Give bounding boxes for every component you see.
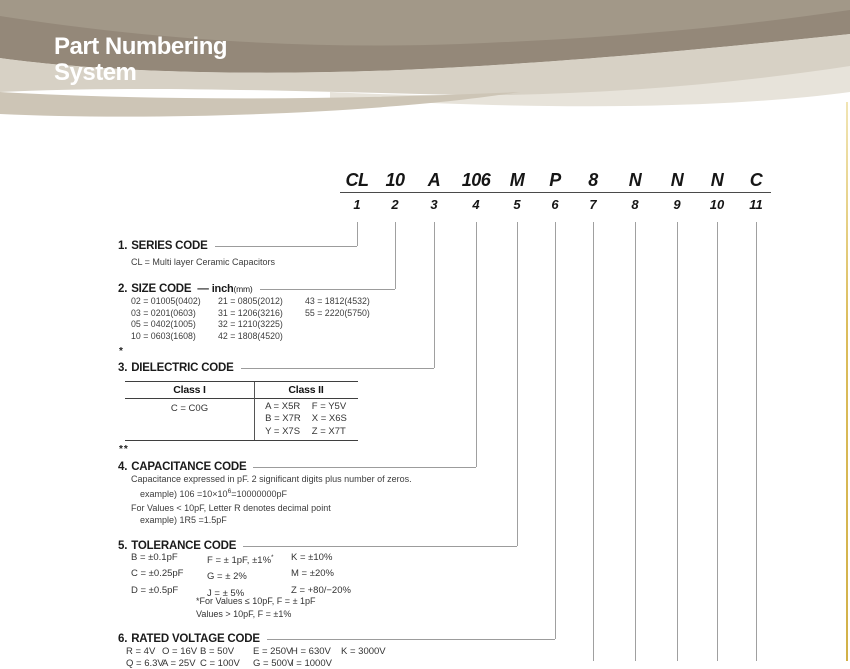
position-number: 8 xyxy=(631,197,639,212)
position-number: 3 xyxy=(430,197,438,212)
section-dielectric-heading xyxy=(118,361,434,375)
section-number: 5. xyxy=(118,540,128,552)
connector-line-4 xyxy=(476,222,477,467)
table-body-row xyxy=(125,399,358,440)
tolerance-cell: M = ±20% xyxy=(291,568,334,580)
leader-line xyxy=(241,368,434,369)
tolerance-footnote-line2: Values > 10pF, F = ±1% xyxy=(196,609,292,619)
code-mapping: Z = X7T xyxy=(311,425,346,437)
code-char: 10 xyxy=(385,170,405,190)
class2-col1 xyxy=(265,401,301,438)
part-position-3 xyxy=(412,170,456,212)
size-cell: 31 = 1206(3216) xyxy=(218,307,283,318)
voltage-cell: H = 630V xyxy=(291,646,331,657)
page-title-line2: System xyxy=(54,59,137,86)
tolerance-cell: Z = +80/−20% xyxy=(291,584,351,596)
connector-line-1 xyxy=(357,222,358,246)
column-header-class1: Class I xyxy=(173,384,206,396)
tolerance-cell xyxy=(207,551,291,567)
leader-line xyxy=(215,246,357,247)
part-position-9 xyxy=(655,170,699,212)
capacitance-description xyxy=(131,473,412,527)
table-row xyxy=(131,567,351,583)
size-cell: 03 = 0201(0603) xyxy=(131,307,196,318)
section-title: RATED VOLTAGE CODE xyxy=(131,633,260,645)
connector-line-8 xyxy=(635,222,636,661)
section-voltage-heading xyxy=(118,632,555,646)
section-size-heading xyxy=(118,282,395,296)
size-cell: 05 = 0402(1005) xyxy=(131,319,196,330)
part-position-4 xyxy=(454,170,498,212)
position-number: 2 xyxy=(391,197,399,212)
leader-line xyxy=(260,289,395,290)
section-capacitance-heading xyxy=(118,460,476,474)
code-mapping: A = X5R xyxy=(265,401,301,412)
table-row xyxy=(131,296,370,308)
section-number: 4. xyxy=(118,461,128,473)
section-title: CAPACITANCE CODE xyxy=(131,461,247,473)
size-unit-mm: (mm) xyxy=(233,284,253,294)
tolerance-footnote xyxy=(196,595,316,621)
voltage-cell: B = 50V xyxy=(200,646,235,657)
voltage-cell: C = 100V xyxy=(200,658,240,669)
footnote-mark-double: ** xyxy=(119,444,129,455)
table-header-row xyxy=(125,382,358,399)
page-title-line1: Part Numbering xyxy=(54,33,228,60)
connector-line-11 xyxy=(756,222,757,661)
size-cell: 02 = 01005(0402) xyxy=(131,296,201,306)
example-text: =10000000pF xyxy=(231,488,288,499)
part-position-7 xyxy=(571,170,615,212)
tolerance-cell: D = ±0.5pF xyxy=(131,584,179,596)
voltage-cell: R = 4V xyxy=(126,646,156,657)
section-title: DIELECTRIC CODE xyxy=(131,362,234,374)
section-title: SERIES CODE xyxy=(131,240,208,252)
code-char: N xyxy=(710,170,724,190)
table-row xyxy=(131,319,370,331)
connector-line-3 xyxy=(434,222,435,368)
section-number: 6. xyxy=(118,633,128,645)
connector-line-2 xyxy=(395,222,396,289)
capacitance-line1: Capacitance expressed in pF. 2 significant digits plus number of zeros. xyxy=(131,474,412,484)
size-cell: 10 = 0603(1608) xyxy=(131,330,196,341)
page-header xyxy=(0,0,850,125)
position-number: 10 xyxy=(709,197,725,212)
voltage-cell: G = 500V xyxy=(253,658,294,669)
voltage-cell: K = 3000V xyxy=(341,646,386,657)
part-position-8 xyxy=(613,170,657,212)
tolerance-value: G = ± 2% xyxy=(207,571,247,583)
voltage-cell: O = 16V xyxy=(162,646,198,657)
part-position-2 xyxy=(373,170,417,212)
section-number: 3. xyxy=(118,362,128,374)
position-number: 4 xyxy=(472,197,480,212)
tolerance-footnote-line1: *For Values ≤ 10pF, F = ± 1pF xyxy=(196,596,316,606)
example-text: example) 106 =10×10 xyxy=(140,488,228,499)
section-title: SIZE CODE xyxy=(131,283,192,295)
voltage-cell: Q = 6.3V xyxy=(126,658,164,669)
footnote-mark-single: * xyxy=(119,346,124,357)
code-char: P xyxy=(549,170,561,190)
connector-line-7 xyxy=(593,222,594,661)
code-mapping: F = Y5V xyxy=(311,401,347,412)
position-number: 11 xyxy=(749,197,763,212)
series-description: CL = Multi layer Ceramic Capacitors xyxy=(131,257,275,267)
leader-line xyxy=(243,546,517,547)
table-row xyxy=(131,551,351,567)
tolerance-table xyxy=(131,551,351,600)
connector-line-10 xyxy=(717,222,718,661)
part-position-11 xyxy=(734,170,778,212)
size-cell: 21 = 0805(2012) xyxy=(218,296,283,306)
class2-values xyxy=(254,399,358,438)
code-char: A xyxy=(427,170,441,190)
section-number: 1. xyxy=(118,240,128,252)
connector-line-5 xyxy=(517,222,518,546)
code-char: 106 xyxy=(461,170,491,190)
position-number: 1 xyxy=(353,197,361,212)
section-number: 2. xyxy=(118,283,128,295)
code-char: N xyxy=(628,170,642,190)
page-edge-accent-line xyxy=(846,102,848,661)
code-char: N xyxy=(670,170,684,190)
dash: — xyxy=(197,283,209,295)
tolerance-cell: B = ±0.1pF xyxy=(131,552,178,563)
capacitance-example1 xyxy=(140,486,412,501)
size-unit-inch: inch xyxy=(211,283,234,295)
voltage-cell: A = 25V xyxy=(162,658,196,669)
size-cell: 55 = 2220(5750) xyxy=(305,307,370,318)
capacitance-example2: example) 1R5 =1.5pF xyxy=(140,515,227,525)
tolerance-cell: K = ±10% xyxy=(291,552,333,563)
voltage-cell: I = 1000V xyxy=(291,658,332,669)
code-char: M xyxy=(509,170,525,190)
size-cell: 32 = 1210(3225) xyxy=(218,319,283,330)
section-series-heading xyxy=(118,239,357,253)
part-number-underline xyxy=(340,192,771,193)
position-number: 9 xyxy=(673,197,681,212)
code-char: 8 xyxy=(588,170,598,190)
table-row xyxy=(131,331,370,343)
capacitance-line3: For Values < 10pF, Letter R denotes decimal point xyxy=(131,502,331,513)
code-mapping: Y = X7S xyxy=(265,425,301,437)
table-column-divider xyxy=(254,382,255,440)
size-code-table xyxy=(131,296,370,342)
tolerance-value: F = ± 1pF, ±1% xyxy=(207,555,272,567)
code-mapping: B = X7R xyxy=(265,413,301,425)
part-position-10 xyxy=(695,170,739,212)
voltage-row-2-clipped xyxy=(126,658,341,669)
voltage-row-1 xyxy=(126,646,386,657)
code-char: CL xyxy=(345,170,369,190)
leader-line xyxy=(253,467,476,468)
size-cell: 43 = 1812(4532) xyxy=(305,296,370,306)
page-title xyxy=(54,34,227,86)
position-number: 7 xyxy=(589,197,597,212)
connector-line-9 xyxy=(677,222,678,661)
table-row xyxy=(131,308,370,320)
class2-col2 xyxy=(312,401,347,438)
column-header-class2: Class II xyxy=(288,384,324,396)
dielectric-table xyxy=(125,381,358,441)
code-mapping: X = X6S xyxy=(311,413,347,425)
exponent: 6 xyxy=(227,487,232,495)
section-title: TOLERANCE CODE xyxy=(131,540,237,552)
tolerance-cell xyxy=(207,567,291,583)
connector-line-6 xyxy=(555,222,556,639)
position-number: 5 xyxy=(513,197,521,212)
footnote-ref: * xyxy=(271,554,274,561)
code-char: C xyxy=(749,170,763,190)
leader-line xyxy=(267,639,555,640)
class1-value: C = C0G xyxy=(170,403,209,414)
voltage-cell: E = 250V xyxy=(253,646,293,657)
tolerance-value: J = ± 5% xyxy=(207,587,245,599)
tolerance-cell: C = ±0.25pF xyxy=(131,568,184,580)
position-number: 6 xyxy=(551,197,559,212)
size-cell: 42 = 1808(4520) xyxy=(218,330,283,341)
